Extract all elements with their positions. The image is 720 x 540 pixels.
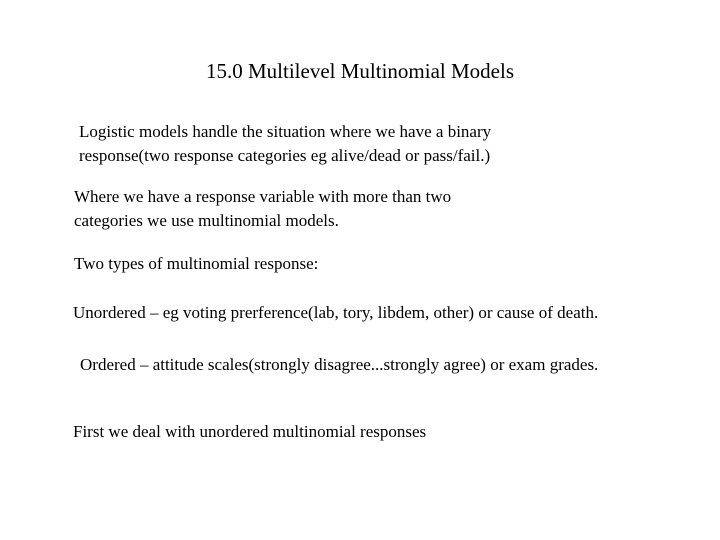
paragraph-response-types bbox=[74, 252, 318, 276]
paragraph-line: response(two response categories eg alive/dead or pass/fail.) bbox=[79, 146, 491, 165]
paragraph-ordered bbox=[80, 353, 598, 377]
paragraph-first-unordered bbox=[73, 420, 426, 444]
paragraph-unordered bbox=[73, 301, 598, 325]
paragraph-line: First we deal with unordered multinomial responses bbox=[73, 422, 427, 441]
slide-title: 15.0 Multilevel Multinomial Models bbox=[206, 59, 514, 83]
paragraph-line: Logistic models handle the situation where we have a binary bbox=[79, 122, 492, 141]
paragraph-line: Where we have a response variable with more than two bbox=[74, 187, 452, 206]
paragraph-line: categories we use multinomial models. bbox=[74, 211, 339, 230]
paragraph-line: Ordered – attitude scales(strongly disagree...strongly agree) or exam grades. bbox=[80, 355, 599, 374]
paragraph-line: Two types of multinomial response: bbox=[74, 254, 319, 273]
paragraph-logistic-models bbox=[79, 120, 491, 168]
paragraph-multinomial-intro bbox=[74, 185, 451, 233]
paragraph-line: Unordered – eg voting prerference(lab, tory, libdem, other) or cause of death. bbox=[73, 303, 599, 322]
